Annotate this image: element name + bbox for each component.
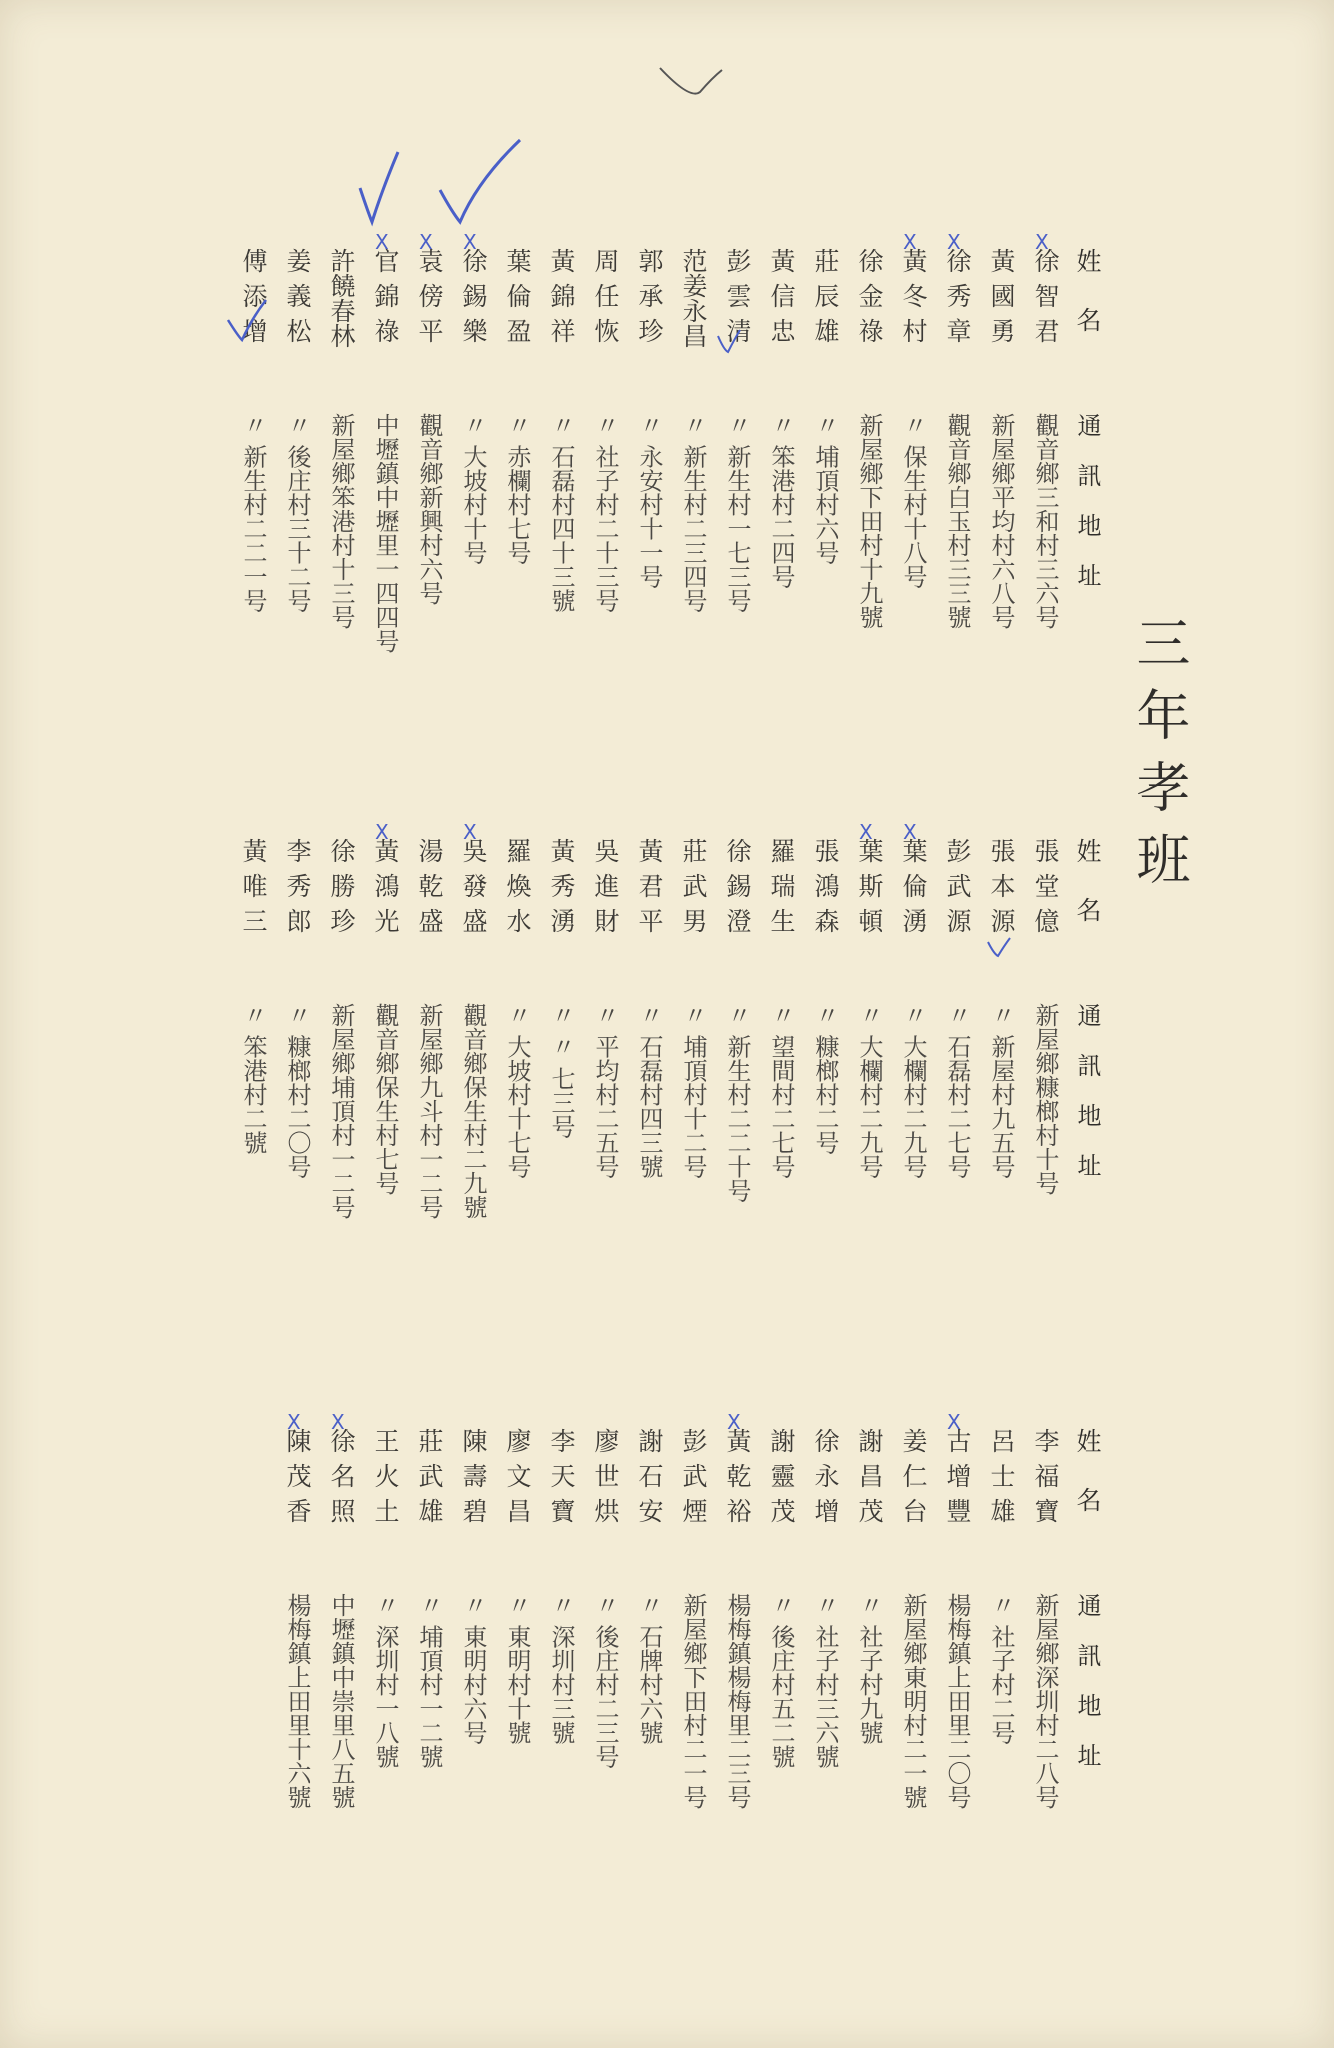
student-name: 姜仁台	[899, 1428, 928, 1533]
list-item	[893, 1428, 933, 1809]
list-item	[277, 248, 317, 613]
x-mark-icon: X	[375, 230, 389, 254]
student-name: 莊武男	[679, 838, 708, 943]
student-address: 〃 糠榔村二〇号	[283, 1003, 311, 1179]
student-name: 黃乾裕	[723, 1428, 752, 1533]
student-name: 張堂億	[1031, 838, 1060, 943]
list-item	[541, 838, 581, 1138]
list-item	[409, 1428, 449, 1769]
x-mark-icon: X	[727, 1410, 741, 1434]
section-3	[0, 1410, 1334, 1948]
student-name: 彭武煙	[679, 1428, 708, 1533]
list-item	[365, 838, 405, 1195]
student-name: 黃錦祥	[547, 248, 576, 353]
column-header	[1067, 248, 1107, 613]
list-item	[673, 1428, 713, 1809]
list-item	[409, 248, 449, 605]
student-address: 〃 社子村二号	[987, 1593, 1015, 1745]
list-item	[1025, 838, 1065, 1195]
student-address: 新屋鄉糠榔村十号	[1031, 1003, 1059, 1195]
column-header	[1067, 1428, 1107, 1793]
student-name: 徐金祿	[855, 248, 884, 353]
list-item	[673, 838, 713, 1179]
student-address: 觀音鄉白玉村三三號	[943, 413, 971, 629]
student-name: 湯乾盛	[415, 838, 444, 943]
x-mark-icon: X	[463, 230, 477, 254]
list-item	[277, 838, 317, 1179]
list-item	[761, 838, 801, 1179]
list-item	[497, 1428, 537, 1745]
list-item	[497, 838, 537, 1179]
student-name: 王火土	[371, 1428, 400, 1533]
student-address: 楊梅鎮楊梅里二三号	[723, 1593, 751, 1809]
list-item	[585, 838, 625, 1179]
student-address: 〃 深圳村一八號	[371, 1593, 399, 1769]
x-mark-icon: X	[1035, 230, 1049, 254]
list-item	[321, 1428, 361, 1809]
student-name: 呂士雄	[987, 1428, 1016, 1533]
list-item	[321, 248, 361, 629]
list-item	[629, 1428, 669, 1745]
list-item	[937, 248, 977, 629]
name-header: 姓名	[1073, 838, 1102, 956]
list-item	[629, 838, 669, 1179]
student-address: 〃 大欄村二九号	[855, 1003, 883, 1179]
student-name: 張鴻森	[811, 838, 840, 943]
student-address: 〃 保生村十八号	[899, 413, 927, 589]
student-name: 葉倫盈	[503, 248, 532, 353]
student-name: 李天寶	[547, 1428, 576, 1533]
student-name: 袁傍平	[415, 248, 444, 353]
student-address: 〃 新生村二二十号	[723, 1003, 751, 1203]
student-address: 〃 後庄村三十二号	[283, 413, 311, 613]
x-mark-icon: X	[419, 230, 433, 254]
list-item	[453, 1428, 493, 1745]
student-name: 徐名照	[327, 1428, 356, 1533]
student-address: 觀音鄉保生村二九號	[459, 1003, 487, 1219]
student-address: 〃 笨港村二四号	[767, 413, 795, 589]
student-address: 觀音鄉三和村三六号	[1031, 413, 1059, 629]
student-name: 官錦祿	[371, 248, 400, 353]
student-name: 姜義松	[283, 248, 312, 353]
student-address: 新屋鄉東明村二一號	[899, 1593, 927, 1809]
student-address: 〃 社子村三六號	[811, 1593, 839, 1769]
student-address: 新屋鄉埔頂村一二号	[327, 1003, 355, 1219]
student-address: 〃 社子村九號	[855, 1593, 883, 1745]
list-item	[761, 248, 801, 589]
student-name: 李秀郎	[283, 838, 312, 943]
student-address: 楊梅鎮上田里十六號	[283, 1593, 311, 1809]
student-address: 〃 新屋村九五号	[987, 1003, 1015, 1179]
student-address: 中壢鎮中崇里八五號	[327, 1593, 355, 1809]
student-address: 〃 埔頂村六号	[811, 413, 839, 565]
student-name: 謝昌茂	[855, 1428, 884, 1533]
student-name: 黃國勇	[987, 248, 1016, 353]
student-address: 〃 大坡村十号	[459, 413, 487, 565]
page-title: 三年孝班	[1128, 615, 1191, 903]
student-address: 〃 埔頂村十二号	[679, 1003, 707, 1179]
student-name: 吳發盛	[459, 838, 488, 943]
student-name: 徐錫樂	[459, 248, 488, 353]
list-item	[277, 1428, 317, 1809]
column-header	[1067, 838, 1107, 1203]
list-item	[717, 248, 757, 613]
student-name: 謝石安	[635, 1428, 664, 1533]
student-address: 中壢鎮中壢里一四四号	[371, 413, 399, 653]
student-name: 黃唯三	[239, 838, 268, 943]
student-address: 〃 新生村二三四号	[679, 413, 707, 613]
list-item	[585, 1428, 625, 1769]
student-address: 〃 東明村十號	[503, 1593, 531, 1745]
student-name: 黃君平	[635, 838, 664, 943]
student-name: 葉斯頓	[855, 838, 884, 943]
student-address: 〃 赤欄村七号	[503, 413, 531, 565]
list-item	[497, 248, 537, 565]
list-item	[453, 838, 493, 1219]
address-header: 通訊地址	[1073, 413, 1101, 613]
student-name: 郭承珍	[635, 248, 664, 353]
list-item	[629, 248, 669, 589]
list-item	[937, 1428, 977, 1809]
list-item	[409, 838, 449, 1219]
x-mark-icon: X	[903, 230, 917, 254]
list-item	[585, 248, 625, 613]
list-item	[233, 838, 273, 1155]
list-item	[541, 248, 581, 613]
section-1	[0, 230, 1334, 768]
student-name: 張本源	[987, 838, 1016, 943]
list-item	[981, 838, 1021, 1179]
student-name: 廖文昌	[503, 1428, 532, 1533]
student-address: 〃 笨港村二號	[239, 1003, 267, 1155]
student-address: 新屋鄉九斗村一二号	[415, 1003, 443, 1219]
list-item	[981, 1428, 1021, 1745]
name-header: 姓名	[1073, 248, 1102, 366]
student-name: 莊武雄	[415, 1428, 444, 1533]
list-item	[673, 248, 713, 613]
student-name: 陳壽碧	[459, 1428, 488, 1533]
student-address: 〃 大欄村二九号	[899, 1003, 927, 1179]
list-item	[937, 838, 977, 1179]
student-address: 觀音鄉新興村六号	[415, 413, 443, 605]
address-header: 通訊地址	[1073, 1593, 1101, 1793]
student-name: 陳茂香	[283, 1428, 312, 1533]
student-address: 〃 新生村一七三号	[723, 413, 751, 613]
student-name: 范姜永昌	[679, 248, 708, 348]
student-address: 新屋鄉笨港村十三号	[327, 413, 355, 629]
student-name: 黃鴻光	[371, 838, 400, 943]
x-mark-icon: X	[903, 820, 917, 844]
list-item	[761, 1428, 801, 1769]
student-name: 徐智君	[1031, 248, 1060, 353]
student-address: 〃 石磊村四三號	[635, 1003, 663, 1179]
student-name: 古增豐	[943, 1428, 972, 1533]
student-name: 傅添增	[239, 248, 268, 353]
student-address: 〃 大坡村十七号	[503, 1003, 531, 1179]
student-address: 新屋鄉下田村二一号	[679, 1593, 707, 1809]
check-mark-icon	[360, 152, 398, 222]
student-address: 〃 東明村六号	[459, 1593, 487, 1745]
x-mark-icon: X	[859, 820, 873, 844]
list-item	[893, 248, 933, 589]
list-item	[365, 248, 405, 653]
student-name: 徐永增	[811, 1428, 840, 1533]
list-item	[849, 248, 889, 629]
student-address: 〃 新生村二二一号	[239, 413, 267, 613]
student-address: 〃 糠榔村二号	[811, 1003, 839, 1155]
student-name: 莊辰雄	[811, 248, 840, 353]
list-item	[453, 248, 493, 565]
student-name: 周任恢	[591, 248, 620, 353]
student-name: 許饒春林	[327, 248, 356, 348]
student-name: 徐秀章	[943, 248, 972, 353]
x-mark-icon: X	[947, 1410, 961, 1434]
x-mark-icon: X	[287, 1410, 301, 1434]
list-item	[849, 1428, 889, 1745]
check-mark-icon	[440, 140, 520, 222]
student-name: 徐錫澄	[723, 838, 752, 943]
student-address: 新屋鄉平均村六八号	[987, 413, 1015, 629]
student-address: 〃 平均村二五号	[591, 1003, 619, 1179]
list-item	[1025, 1428, 1065, 1809]
x-mark-icon: X	[463, 820, 477, 844]
list-item	[321, 838, 361, 1219]
student-name: 羅煥水	[503, 838, 532, 943]
student-address: 〃 永安村十一号	[635, 413, 663, 589]
list-item	[233, 248, 273, 613]
list-item	[1025, 248, 1065, 629]
student-address: 〃 後庄村五二號	[767, 1593, 795, 1769]
student-address: 〃 深圳村三號	[547, 1593, 575, 1745]
student-address: 新屋鄉下田村十九號	[855, 413, 883, 629]
list-item	[541, 1428, 581, 1745]
check-mark-icon	[660, 68, 722, 94]
x-mark-icon: X	[375, 820, 389, 844]
student-name: 彭雲清	[723, 248, 752, 353]
student-address: 〃 埔頂村一二號	[415, 1593, 443, 1769]
student-name: 葉倫湧	[899, 838, 928, 943]
student-name: 黃冬村	[899, 248, 928, 353]
student-address: 〃 石牌村六號	[635, 1593, 663, 1745]
student-address: 〃 石磊村四十三號	[547, 413, 575, 613]
list-item	[805, 1428, 845, 1769]
list-item	[365, 1428, 405, 1769]
list-item	[805, 248, 845, 565]
section-2	[0, 820, 1334, 1358]
student-name: 廖世烘	[591, 1428, 620, 1533]
student-address: 觀音鄉保生村七号	[371, 1003, 399, 1195]
list-item	[893, 838, 933, 1179]
student-name: 黃信忠	[767, 248, 796, 353]
student-name: 吳進財	[591, 838, 620, 943]
list-item	[717, 838, 757, 1203]
student-address: 〃 〃 七三号	[547, 1003, 575, 1139]
student-name: 彭武源	[943, 838, 972, 943]
student-address: 〃 石磊村二七号	[943, 1003, 971, 1179]
student-name: 徐勝珍	[327, 838, 356, 943]
list-item	[805, 838, 845, 1155]
student-name: 李福寶	[1031, 1428, 1060, 1533]
student-address: 〃 社子村二十三号	[591, 413, 619, 613]
student-address: 楊梅鎮上田里二〇号	[943, 1593, 971, 1809]
x-mark-icon: X	[947, 230, 961, 254]
list-item	[717, 1428, 757, 1809]
student-name: 謝靈茂	[767, 1428, 796, 1533]
list-item	[849, 838, 889, 1179]
x-mark-icon: X	[331, 1410, 345, 1434]
address-header: 通訊地址	[1073, 1003, 1101, 1203]
student-name: 黃秀湧	[547, 838, 576, 943]
student-address: 新屋鄉深圳村二八号	[1031, 1593, 1059, 1809]
student-address: 〃 望間村二七号	[767, 1003, 795, 1179]
student-name: 羅瑞生	[767, 838, 796, 943]
student-address: 〃 後庄村二三号	[591, 1593, 619, 1769]
list-item	[981, 248, 1021, 629]
name-header: 姓名	[1073, 1428, 1102, 1546]
